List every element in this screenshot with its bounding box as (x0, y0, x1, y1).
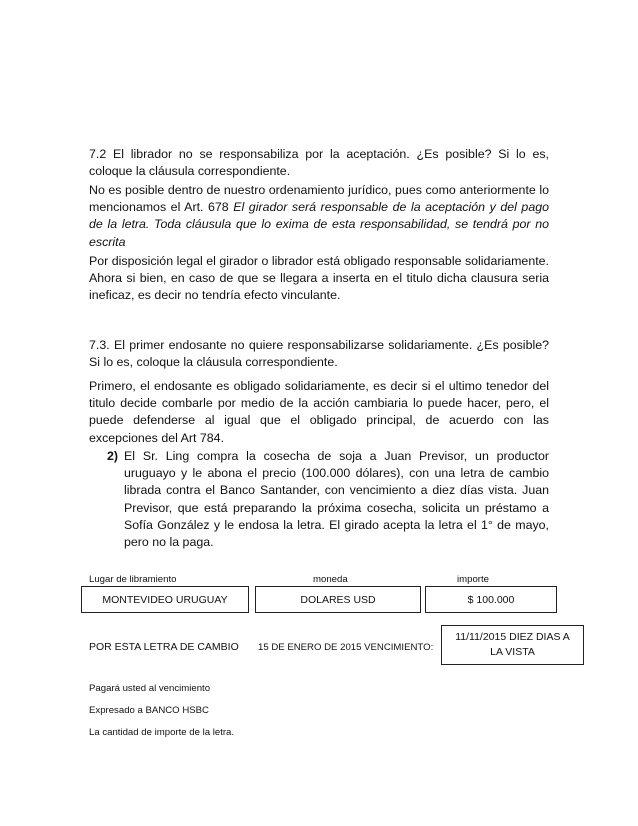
importe-box: $ 100.000 (425, 586, 557, 613)
lugar-label: Lugar de libramiento (89, 574, 177, 585)
lugar-box: MONTEVIDEO URUGUAY (81, 586, 249, 613)
article-678-quote: El girador será responsable de la aceptación y del pago de la letra. Toda cláusula que lo exima de esta responsabilidad, se tendrá por no escrita (89, 200, 549, 249)
item-text: El Sr. Ling compra la cosecha de soja a Juan Previsor, un productor uruguayo y le abona el precio (100.000 dólares), con una letra de cambio librada contra el Banco Santander, con vencimiento a diez días vista. Juan Previsor, que está preparando la próxima cosecha, solicita un préstamo a Sofía González y le endosa la letra. El girado acepta la letra el 1° de mayo, pero no la paga. (124, 449, 549, 550)
case-item-2 (107, 448, 549, 551)
answer-7-2-paragraph-1 (89, 182, 549, 251)
pagara-line: Pagará usted al vencimiento (89, 683, 211, 694)
answer-7-3: Primero, el endosante es obligado solidariamente, es decir si el ultimo tenedor del titulo decide combarle por medio de la acción cambiaria lo puede hacer, pero, el puede defenderse al igual que el obligado principal, de acuerdo con las excepciones del Art 784. (89, 379, 549, 445)
moneda-label: moneda (313, 574, 348, 585)
por-esta-letra: POR ESTA LETRA DE CAMBIO (89, 641, 239, 653)
answer-7-2-text: No es posible dentro de nuestro ordenamiento jurídico, pues como anteriormente lo mencionamos el Art. 678 (89, 183, 549, 215)
question-7-2: 7.2 El librador no se responsabiliza por la aceptación. ¿Es posible? Si lo es, coloque la cláusula correspondiente. (89, 147, 549, 179)
cantidad-line: La cantidad de importe de la letra. (89, 727, 235, 738)
item-number: 2) (107, 449, 119, 463)
vencimiento-box: 11/11/2015 DIEZ DIAS A LA VISTA (441, 625, 584, 665)
answer-7-2-paragraph-2: Por disposición legal el girador o librador está obligado responsable solidariamente. Ahora si bien, en caso de que se llegara a inserta en el titulo dicha clausura seria ineficaz, es decir no tendría efecto vinculante. (89, 254, 549, 303)
importe-label: importe (457, 574, 489, 585)
question-7-3: 7.3. El primer endosante no quiere responsabilizarse solidariamente. ¿Es posible? Si lo es, coloque la cláusula correspondiente. (89, 338, 549, 370)
expresado-line: Expresado a BANCO HSBC (89, 705, 209, 716)
fecha-vencimiento: 15 DE ENERO DE 2015 VENCIMIENTO: (258, 642, 434, 653)
moneda-box: DOLARES USD (255, 586, 421, 613)
